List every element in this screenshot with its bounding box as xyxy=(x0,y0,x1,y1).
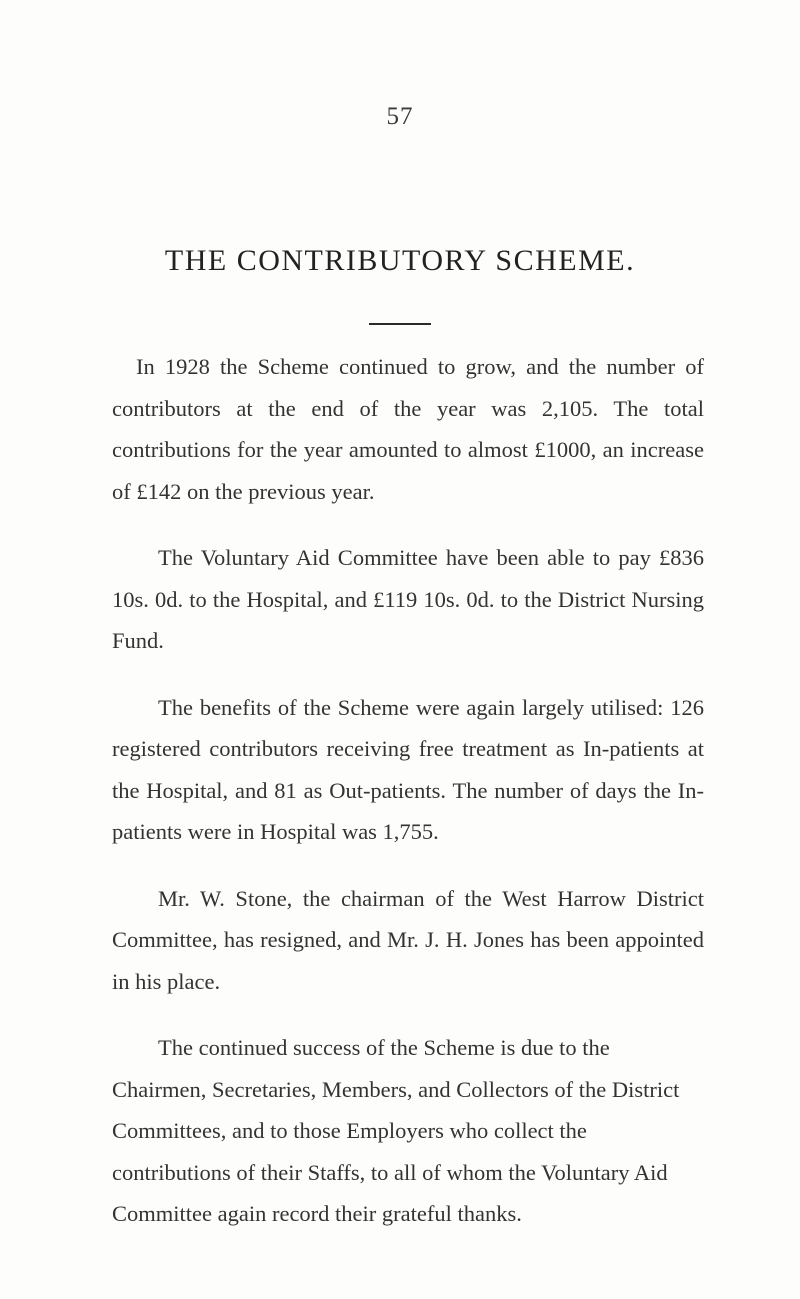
paragraph-contributors: In 1928 the Scheme continued to grow, and the number of contributors at the end of the year was 2,105. The total contributions for the year amounted to almost £1000, an increase of £142 on the previous year. xyxy=(112,354,704,504)
paragraph-payments: The Voluntary Aid Committee have been able to pay £836 10s. 0d. to the Hospital, and £119 10s. 0d. to the District Nursing Fund. xyxy=(112,545,704,653)
paragraph-benefits: The benefits of the Scheme were again largely utilised: 126 registered contributors receiving free treatment as In-patients at the Hospital, and 81 as Out-patients. The number of days the In-patients were in Hospital was 1,755. xyxy=(112,694,704,844)
body-text xyxy=(112,346,704,1260)
paragraph-chairman: Mr. W. Stone, the chairman of the West Harrow District Committee, has resigned, and Mr. J. H. Jones has been appointed in his place. xyxy=(112,885,704,994)
title-divider xyxy=(369,323,431,325)
page-title: THE CONTRIBUTORY SCHEME. xyxy=(164,244,636,277)
paragraph-thanks: The continued success of the Scheme is due to the Chairmen, Secretaries, Members, and Collectors of the District Committees, and to those Employers who collect the contributions of their Staffs, to all of whom the Voluntary Aid Committee again record their grateful thanks. xyxy=(112,1035,680,1226)
page-number: 57 xyxy=(386,103,414,130)
